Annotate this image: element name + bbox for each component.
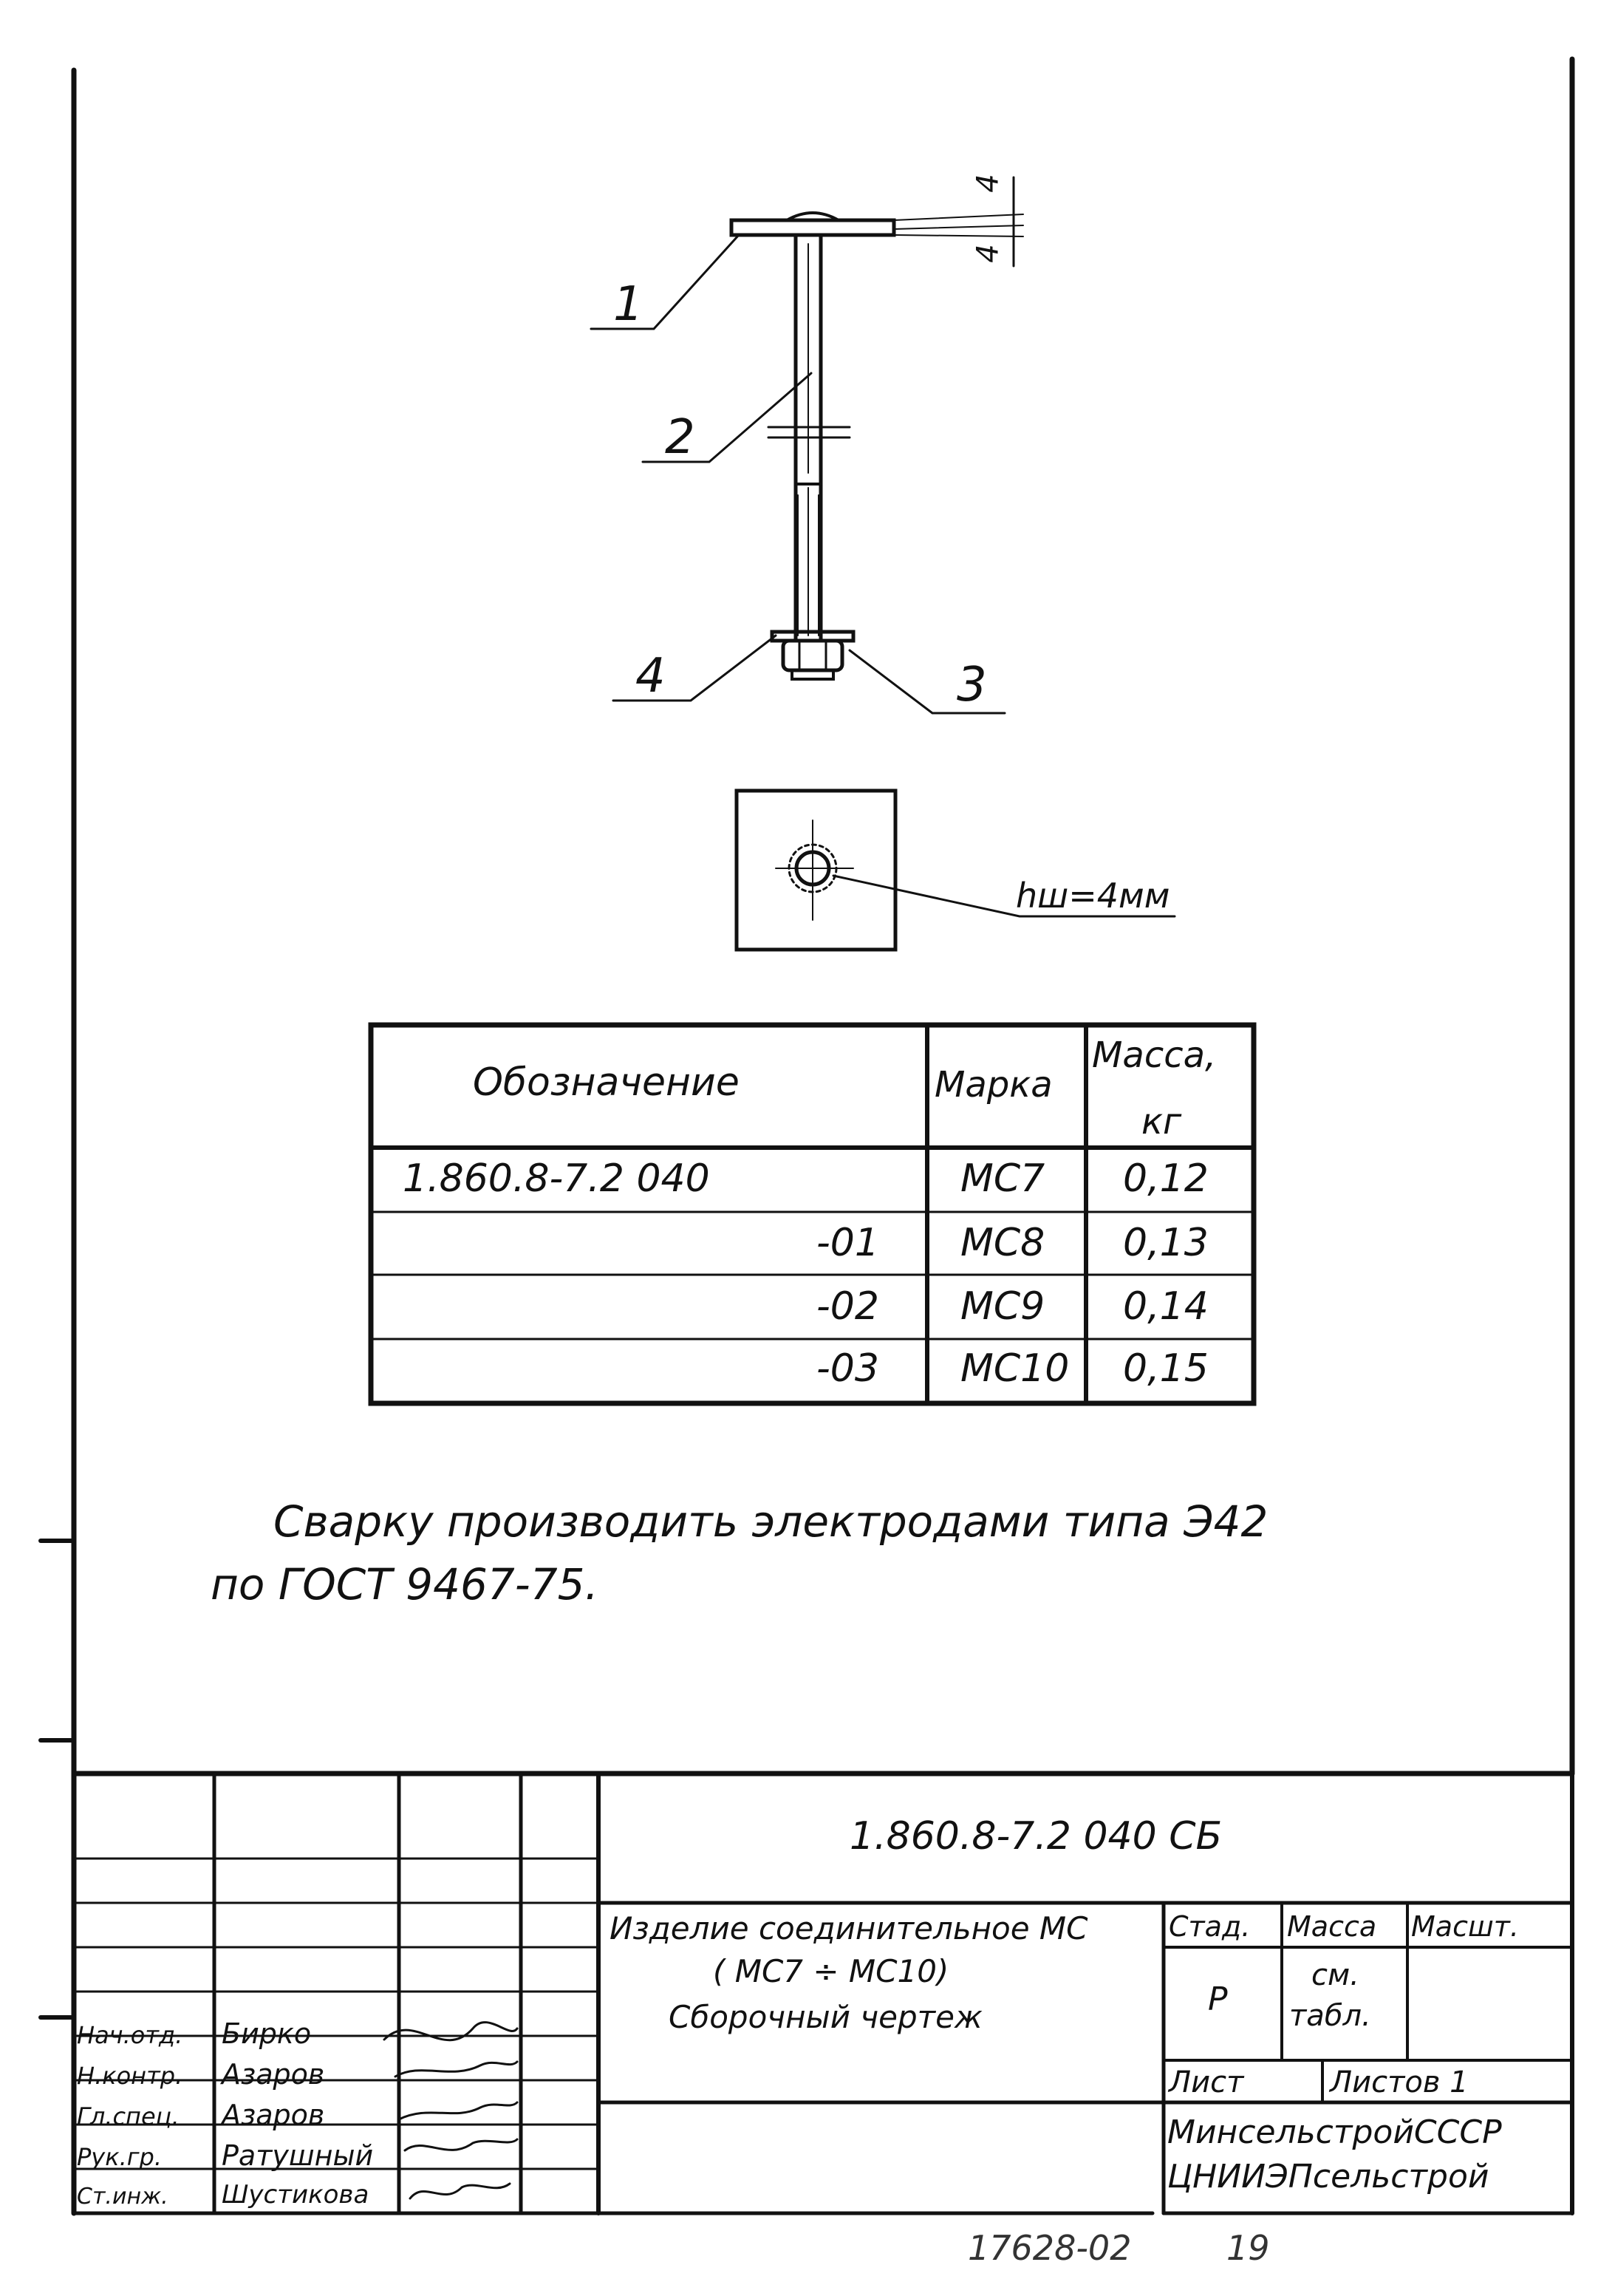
archive-number: 17628-02 (968, 2228, 1132, 2268)
dimension-bottom: 4 (971, 244, 1005, 263)
header-designation: Обозначение (473, 1060, 740, 1105)
staff-name: Ратушный (222, 2139, 374, 2172)
dimension-top: 4 (971, 174, 1005, 193)
staff-name: Азаров (222, 2058, 325, 2091)
product-name-line-1: Изделие соединительное МС (610, 1910, 1088, 1946)
leader-label-1: 1 (613, 277, 643, 332)
weld-note: hш=4мм (1016, 876, 1170, 916)
row-mark: МС8 (960, 1221, 1045, 1265)
row-mark: МС7 (960, 1156, 1045, 1201)
staff-name: Бирко (222, 2017, 312, 2050)
staff-name: Шустикова (222, 2180, 369, 2210)
document-code: 1.860.8-7.2 040 СБ (850, 1814, 1223, 1859)
product-name-line-2: ( МС7 ÷ МС10) (713, 1953, 949, 1989)
page-number: 19 (1226, 2228, 1270, 2268)
row-mass: 0,12 (1123, 1156, 1209, 1201)
mass-value-line-1: см. (1311, 1958, 1359, 1992)
row-mark: МС9 (960, 1284, 1045, 1329)
leader-label-2: 2 (665, 410, 695, 465)
leader-label-3: 3 (957, 658, 987, 712)
header-mass-unit: кг (1141, 1101, 1182, 1142)
staff-name: Азаров (222, 2099, 325, 2131)
scale-label: Масшт. (1411, 1910, 1519, 1943)
row-mass: 0,15 (1123, 1346, 1209, 1391)
row-mark: МС10 (960, 1346, 1070, 1391)
organization-line-2: ЦНИИЭПсельстрой (1167, 2158, 1489, 2195)
mass-label: Масса (1287, 1910, 1377, 1943)
leader-label-4: 4 (635, 649, 666, 704)
row-designation: 1.860.8-7.2 040 (403, 1156, 710, 1201)
mass-value-line-2: табл. (1289, 1999, 1371, 2033)
staff-role: Нач.отд. (77, 2021, 183, 2049)
product-name-line-3: Сборочный чертеж (669, 1999, 983, 2035)
staff-role: Гл.спец. (77, 2102, 180, 2130)
row-mass: 0,14 (1123, 1284, 1209, 1329)
staff-role: Ст.инж. (77, 2184, 168, 2210)
header-mark: Марка (935, 1064, 1053, 1106)
stage-label: Стад. (1169, 1910, 1251, 1943)
welding-note-line-2: по ГОСТ 9467-75. (211, 1559, 598, 1609)
sheets-label: Листов 1 (1330, 2065, 1469, 2099)
staff-role: Н.контр. (77, 2062, 183, 2090)
organization-line-1: МинсельстройСССР (1167, 2113, 1502, 2151)
row-mass: 0,13 (1123, 1221, 1209, 1265)
sheet-label: Лист (1169, 2065, 1244, 2099)
header-mass: Масса, (1092, 1035, 1217, 1076)
stage-value: Р (1208, 1980, 1228, 2018)
welding-note-line-1: Сварку производить электродами типа Э42 (273, 1496, 1269, 1547)
row-designation: -01 (816, 1221, 879, 1265)
row-designation: -03 (816, 1346, 879, 1391)
staff-role: Рук.гр. (77, 2143, 163, 2171)
row-designation: -02 (816, 1284, 879, 1329)
